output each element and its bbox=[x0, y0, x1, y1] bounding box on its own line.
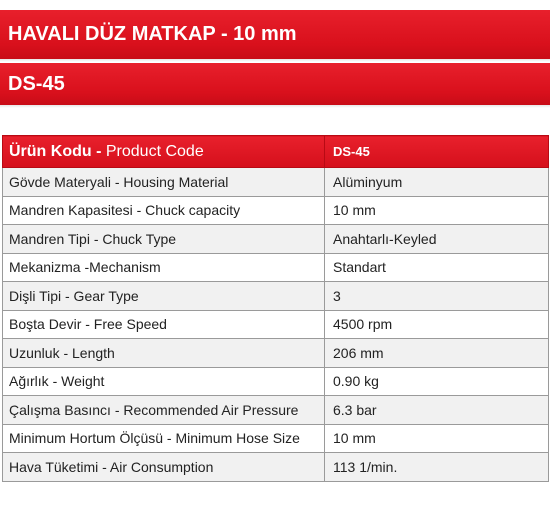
spec-row bbox=[3, 310, 549, 339]
spec-row bbox=[3, 424, 549, 453]
product-code-value: DS-45 bbox=[325, 136, 549, 168]
spec-row bbox=[3, 367, 549, 396]
spec-label: Mandren Tipi - Chuck Type bbox=[3, 225, 325, 254]
product-code-label bbox=[3, 136, 325, 168]
spec-row bbox=[3, 453, 549, 482]
spec-row bbox=[3, 225, 549, 254]
product-title-banner bbox=[0, 10, 550, 59]
spec-value: 206 mm bbox=[325, 339, 549, 368]
product-code-label-en: Product Code bbox=[105, 142, 204, 160]
spec-label: Uzunluk - Length bbox=[3, 339, 325, 368]
spec-label: Ağırlık - Weight bbox=[3, 367, 325, 396]
spec-label: Dişli Tipi - Gear Type bbox=[3, 282, 325, 311]
spec-label: Mandren Kapasitesi - Chuck capacity bbox=[3, 196, 325, 225]
spec-value: 3 bbox=[325, 282, 549, 311]
spec-label: Hava Tüketimi - Air Consumption bbox=[3, 453, 325, 482]
spec-table bbox=[2, 135, 549, 482]
spec-label: Boşta Devir - Free Speed bbox=[3, 310, 325, 339]
spec-value: Anahtarlı-Keyled bbox=[325, 225, 549, 254]
spec-row bbox=[3, 168, 549, 197]
product-code-label-tr: Ürün Kodu - bbox=[9, 142, 106, 160]
spec-value: 0.90 kg bbox=[325, 367, 549, 396]
model-number: DS-45 bbox=[8, 72, 65, 95]
spec-label: Gövde Materyali - Housing Material bbox=[3, 168, 325, 197]
spec-value: 113 1/min. bbox=[325, 453, 549, 482]
spec-value: 4500 rpm bbox=[325, 310, 549, 339]
product-title: HAVALI DÜZ MATKAP - 10 mm bbox=[8, 23, 297, 45]
model-banner bbox=[0, 63, 550, 105]
spec-row bbox=[3, 196, 549, 225]
spec-row bbox=[3, 253, 549, 282]
spec-label: Mekanizma -Mechanism bbox=[3, 253, 325, 282]
spec-table-header bbox=[3, 136, 549, 168]
spec-row bbox=[3, 282, 549, 311]
spec-row bbox=[3, 396, 549, 425]
spec-label: Minimum Hortum Ölçüsü - Minimum Hose Size bbox=[3, 424, 325, 453]
spec-label: Çalışma Basıncı - Recommended Air Pressure bbox=[3, 396, 325, 425]
spec-value: 10 mm bbox=[325, 424, 549, 453]
spec-value: Standart bbox=[325, 253, 549, 282]
spec-value: Alüminyum bbox=[325, 168, 549, 197]
spec-row bbox=[3, 339, 549, 368]
spec-value: 6.3 bar bbox=[325, 396, 549, 425]
spec-value: 10 mm bbox=[325, 196, 549, 225]
